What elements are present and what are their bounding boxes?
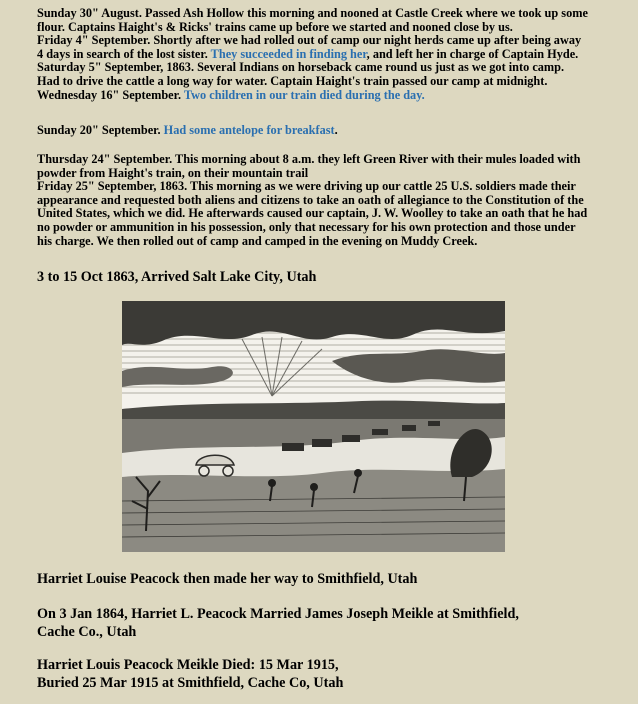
journal-line: United States, which we did. He afterwards caused our captain, J. W. Woolley to take an oath that he had [37, 206, 588, 221]
marriage-line: On 3 Jan 1864, Harriet L. Peacock Married James Joseph Meikle at Smithfield, [37, 606, 519, 622]
highlighted-text: Two children in our train died during the day. [183, 87, 425, 102]
journal-line [37, 124, 627, 138]
journal-text: 4 days in search of the lost sister. [37, 46, 211, 61]
death-line: Harriet Louis Peacock Meikle Died: 15 Mar 1915, [37, 657, 339, 673]
journal-line: Had to drive the cattle a long way for water. Captain Haight's train passed our camp at midnight. [37, 73, 548, 88]
smithfield-heading: Harriet Louise Peacock then made her way to Smithfield, Utah [37, 571, 418, 587]
journal-line: Saturday 5" September, 1863. Several Indians on horseback came round us just as we got into camp. [37, 60, 565, 75]
journal-line [37, 48, 627, 62]
journal-paragraph-3 [37, 153, 627, 248]
arrival-heading: 3 to 15 Oct 1863, Arrived Salt Lake City, Utah [37, 269, 317, 285]
journal-paragraph-2 [37, 124, 627, 138]
highlighted-text: Had some antelope for breakfast [163, 123, 335, 137]
journal-paragraph-1 [37, 7, 627, 102]
journal-text: Sunday 20" September. [37, 123, 164, 137]
prairie-wagon-train-illustration [122, 301, 505, 552]
journal-line: Thursday 24" September. This morning about 8 a.m. they left Green River with their mules loaded with [37, 152, 581, 166]
journal-line: Friday 25" September, 1863. This morning as we were driving up our cattle 25 U.S. soldiers made their [37, 179, 576, 194]
journal-line: Friday 4" September. Shortly after we had rolled out of camp our night herds came up after being away [37, 33, 582, 48]
marriage-record [37, 605, 627, 641]
journal-line: Sunday 30" August. Passed Ash Hollow this morning and nooned at Castle Creek where we took up some [37, 6, 588, 20]
marriage-line: Cache Co., Utah [37, 624, 137, 640]
death-line: Buried 25 Mar 1915 at Smithfield, Cache Co, Utah [37, 675, 344, 691]
journal-text: . [334, 123, 338, 137]
journal-text: Wednesday 16" September. [37, 87, 184, 102]
journal-line: appearance and requested both aliens and citizens to take an oath of allegiance to the Constitution of the [37, 192, 584, 207]
journal-line [37, 89, 627, 103]
journal-line: his charge. We then rolled out of camp and camped in the evening on Muddy Creek. [37, 233, 478, 248]
highlighted-text: They succeeded in finding her [210, 46, 367, 61]
journal-line: no powder or ammunition in his possession, only that necessary for his own protection and those under [37, 219, 576, 234]
journal-text: , and left her in charge of Captain Hyde. [366, 46, 579, 61]
journal-line: powder from Haight's train, on their mountain trail [37, 165, 309, 180]
journal-line: flour. Captains Haight's & Ricks' trains came up before we started and nooned close by us. [37, 19, 513, 34]
death-record [37, 656, 627, 692]
